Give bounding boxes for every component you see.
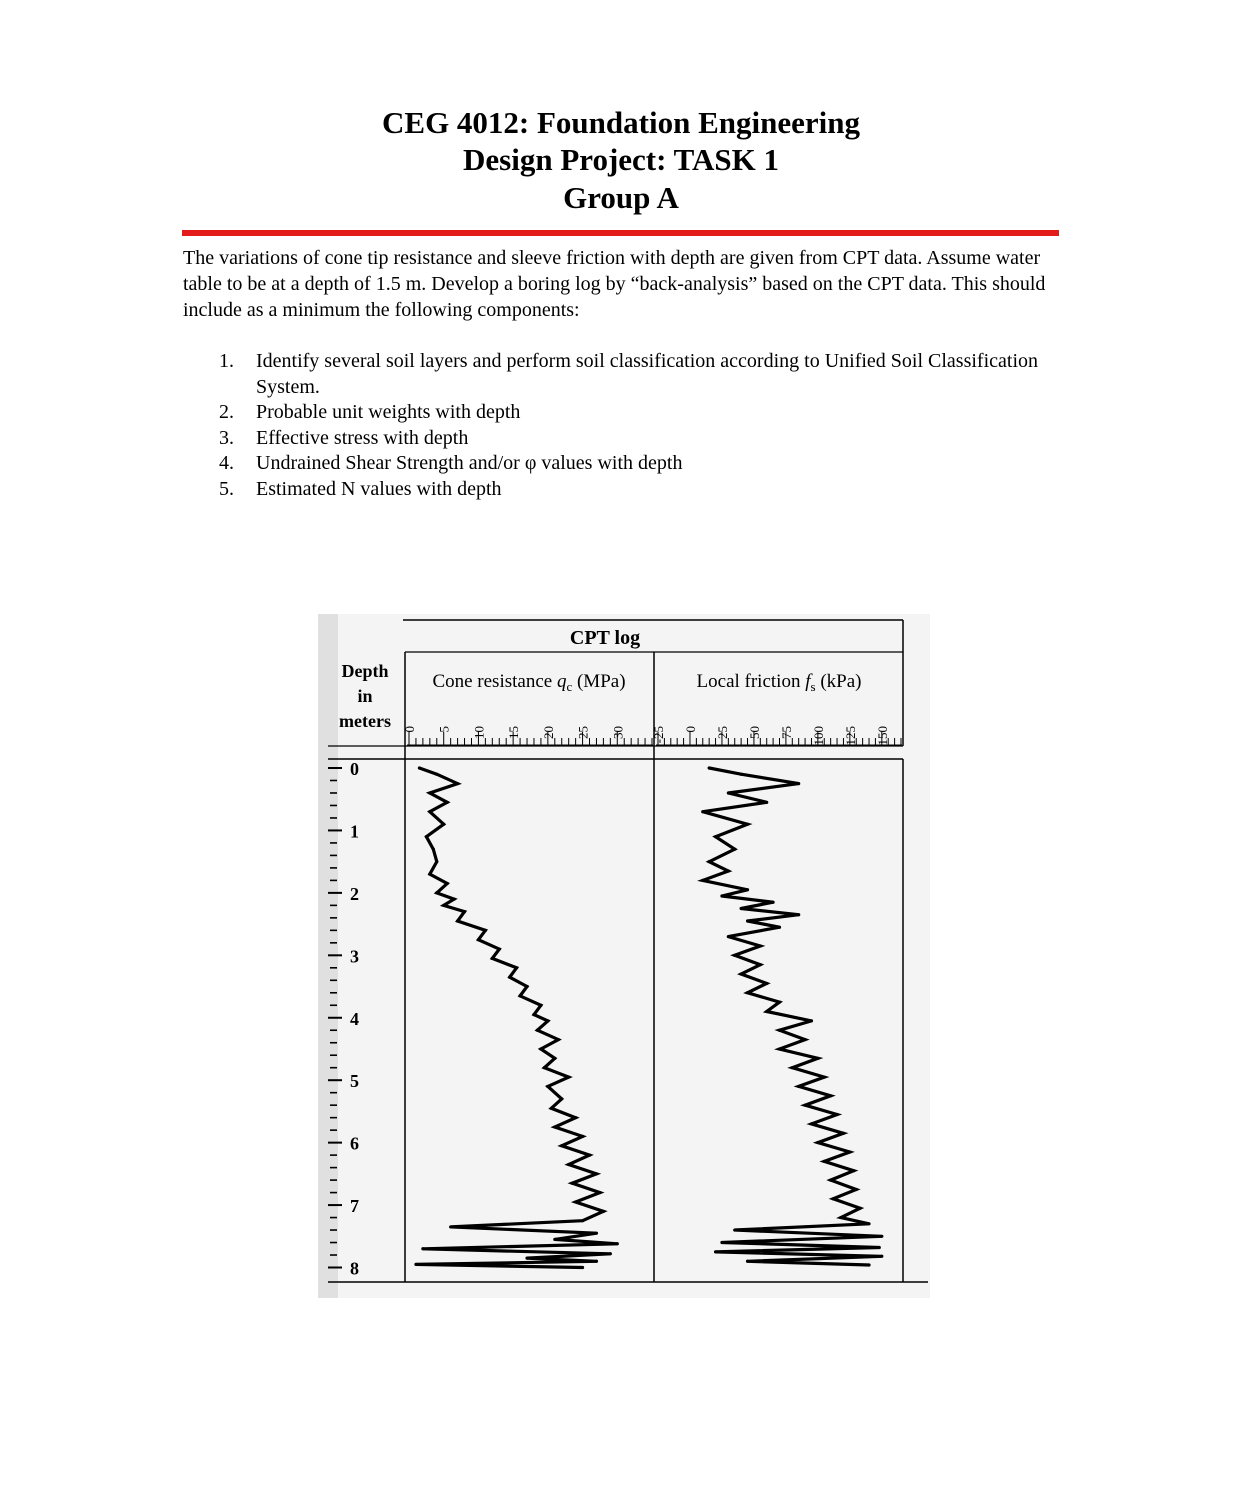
label-prefix: Cone resistance xyxy=(432,671,557,692)
cone-resistance-data-point xyxy=(571,1182,574,1185)
local-friction-data-point xyxy=(740,972,743,975)
cone-resistance-tick-label: 25 xyxy=(575,726,591,739)
cone-resistance-data-point xyxy=(428,873,431,876)
local-friction-data-point xyxy=(746,823,749,826)
local-friction-data-point xyxy=(733,1228,736,1231)
local-friction-data-point xyxy=(823,1075,826,1078)
local-friction-data-point xyxy=(733,848,736,851)
task-text: Estimated N values with depth xyxy=(256,477,502,500)
local-friction-data-point xyxy=(765,982,768,985)
task-item xyxy=(219,349,1039,400)
task-item xyxy=(219,400,1039,426)
local-friction-data-point xyxy=(797,913,800,916)
local-friction-data-point xyxy=(816,1141,819,1144)
local-friction-data-point xyxy=(867,1222,870,1225)
local-friction-data-point xyxy=(714,835,717,838)
cone-resistance-data-point xyxy=(550,1107,553,1110)
cone-resistance-data-point xyxy=(616,1242,619,1245)
cone-resistance-data-point xyxy=(442,904,445,907)
label-sub: s xyxy=(810,679,816,694)
local-friction-data-point xyxy=(848,1150,851,1153)
local-friction-data-point xyxy=(839,1216,842,1219)
local-friction-data-point xyxy=(855,1188,858,1191)
local-friction-tick-label: 100 xyxy=(810,726,826,746)
local-friction-data-point xyxy=(867,1263,870,1266)
cone-resistance-data-point xyxy=(546,1019,549,1022)
cpt-log-chart xyxy=(318,614,930,1298)
local-friction-data-point xyxy=(701,810,704,813)
local-friction-tick-label: 150 xyxy=(874,726,890,746)
task-item xyxy=(219,451,1039,477)
depth-label-line2: in xyxy=(357,686,373,706)
task-item xyxy=(219,426,1039,452)
local-friction-data-point xyxy=(740,773,743,776)
cone-resistance-data-point xyxy=(435,860,438,863)
cone-resistance-tick-label: 10 xyxy=(471,726,487,739)
local-friction-data-point xyxy=(778,1001,781,1004)
local-friction-data-point xyxy=(740,907,743,910)
cone-resistance-data-point xyxy=(609,1252,612,1255)
local-friction-data-point xyxy=(816,1057,819,1060)
cone-resistance-data-point xyxy=(498,947,501,950)
cone-resistance-tick-label: 15 xyxy=(506,726,522,739)
depth-tick-label: 0 xyxy=(350,759,359,779)
local-friction-data-point xyxy=(810,1122,813,1125)
task-list xyxy=(219,349,1039,502)
label-var: f xyxy=(805,671,811,692)
local-friction-data-point xyxy=(778,1047,781,1050)
cone-resistance-data-point xyxy=(598,1191,601,1194)
local-friction-data-point xyxy=(708,860,711,863)
cone-resistance-data-point xyxy=(477,938,480,941)
depth-label-line1: Depth xyxy=(341,661,389,681)
depth-tick-label: 4 xyxy=(350,1008,359,1029)
local-friction-data-point xyxy=(701,879,704,882)
local-friction-data-point xyxy=(778,1029,781,1032)
local-friction-tick-label: 75 xyxy=(778,726,794,739)
cone-resistance-data-point xyxy=(595,1172,598,1175)
cone-resistance-data-point xyxy=(463,910,466,913)
cone-resistance-data-point xyxy=(539,1047,542,1050)
local-friction-tick-label: 25 xyxy=(714,726,730,739)
local-friction-data-point xyxy=(746,1260,749,1263)
cone-resistance-data-point xyxy=(602,1210,605,1213)
cone-resistance-data-point xyxy=(595,1232,598,1235)
local-friction-data-point xyxy=(759,944,762,947)
cone-resistance-data-point xyxy=(553,1057,556,1060)
cone-resistance-data-point xyxy=(425,835,428,838)
label-var: q xyxy=(556,671,567,692)
cone-resistance-data-point xyxy=(456,782,459,785)
cone-resistance-data-point xyxy=(435,891,438,894)
task-text: Probable unit weights with depth xyxy=(256,401,521,423)
label-sub: c xyxy=(566,679,573,694)
task-number: 2. xyxy=(219,401,234,423)
local-friction-data-point xyxy=(765,1010,768,1013)
project-title: Design Project: TASK 1 xyxy=(463,142,779,177)
cone-resistance-data-point xyxy=(581,1135,584,1138)
local-friction-data-point xyxy=(880,1255,883,1258)
cone-resistance-data-point xyxy=(484,929,487,932)
cone-resistance-data-point xyxy=(435,773,438,776)
label-prefix: Local friction xyxy=(696,671,806,692)
depth-tick-label: 5 xyxy=(350,1071,359,1092)
local-friction-data-point xyxy=(727,869,730,872)
depth-label-line3: meters xyxy=(339,711,391,731)
cone-resistance-data-point xyxy=(536,1029,539,1032)
cpt-log-figure xyxy=(318,614,930,1298)
local-friction-data-point xyxy=(727,935,730,938)
local-friction-tick-label: 125 xyxy=(842,726,858,746)
cone-resistance-data-point xyxy=(557,1038,560,1041)
cone-resistance-data-point xyxy=(595,1260,598,1263)
cone-resistance-data-point xyxy=(525,1257,528,1260)
local-friction-data-point xyxy=(791,1066,794,1069)
cone-resistance-data-point xyxy=(456,919,459,922)
cone-resistance-data-point xyxy=(581,1219,584,1222)
cone-resistance-data-point xyxy=(588,1154,591,1157)
local-friction-data-point xyxy=(714,1250,717,1253)
cone-resistance-data-point xyxy=(446,882,449,885)
local-friction-data-point xyxy=(772,901,775,904)
local-friction-data-point xyxy=(733,954,736,957)
label-suffix: (kPa) xyxy=(815,671,862,692)
task-text: Identify several soil layers and perform soil classification according to Unified Soil Classification System. xyxy=(256,350,1039,398)
cone-resistance-data-point xyxy=(546,1085,549,1088)
local-friction-data-point xyxy=(797,1085,800,1088)
cone-resistance-data-point xyxy=(525,985,528,988)
local-friction-data-point xyxy=(835,1113,838,1116)
cone-resistance-data-point xyxy=(560,1144,563,1147)
depth-tick-label: 8 xyxy=(350,1258,359,1279)
local-friction-data-point xyxy=(746,919,749,922)
task-number: 5. xyxy=(219,477,234,500)
local-friction-data-point xyxy=(842,1132,845,1135)
cone-resistance-data-point xyxy=(491,957,494,960)
cone-resistance-data-point xyxy=(446,801,449,804)
local-friction-data-point xyxy=(832,1197,835,1200)
local-friction-data-point xyxy=(878,1246,881,1249)
local-friction-label xyxy=(697,671,862,694)
local-friction-data-point xyxy=(720,1241,723,1244)
task-number: 4. xyxy=(219,452,234,474)
depth-tick-label: 1 xyxy=(350,821,359,842)
red-divider xyxy=(182,230,1059,236)
cone-resistance-data-point xyxy=(543,1066,546,1069)
cone-resistance-data-point xyxy=(518,994,521,997)
local-friction-data-point xyxy=(765,801,768,804)
task-number: 3. xyxy=(219,426,234,449)
cone-resistance-tick-label: 20 xyxy=(540,726,556,739)
local-friction-data-point xyxy=(880,1235,883,1238)
cone-resistance-data-point xyxy=(539,1004,542,1007)
course-title: CEG 4012: Foundation Engineering xyxy=(382,105,860,140)
local-friction-data-point xyxy=(803,1038,806,1041)
local-friction-data-point xyxy=(858,1207,861,1210)
local-friction-data-point xyxy=(708,766,711,769)
local-friction-data-point xyxy=(727,791,730,794)
depth-tick-label: 7 xyxy=(350,1196,359,1217)
local-friction-data-point xyxy=(746,888,749,891)
task-text: Effective stress with depth xyxy=(256,426,469,449)
intro-paragraph: The variations of cone tip resistance and sleeve friction with depth are given from CPT data. Assume water table to be at a depth of 1.5 m. Develop a boring log by “back-analysis” based on the CPT data. This should include as a minimum the following components: xyxy=(183,247,1046,321)
cone-resistance-data-point xyxy=(553,1238,556,1241)
chart-title: CPT log xyxy=(569,627,641,649)
task-item xyxy=(219,477,1039,503)
cone-resistance-data-point xyxy=(442,823,445,826)
cone-resistance-data-point xyxy=(560,1097,563,1100)
local-friction-data-point xyxy=(810,1019,813,1022)
local-friction-data-point xyxy=(720,894,723,897)
local-friction-tick-label: 0 xyxy=(682,726,698,733)
cone-resistance-data-point xyxy=(567,1163,570,1166)
task-text: Undrained Shear Strength and/or φ values with depth xyxy=(256,452,683,474)
cone-resistance-data-point xyxy=(449,1225,452,1228)
local-friction-data-point xyxy=(746,991,749,994)
cone-resistance-data-point xyxy=(428,810,431,813)
cone-resistance-data-point xyxy=(515,966,518,969)
local-friction-tick-label: -25 xyxy=(651,726,666,744)
cone-resistance-data-point xyxy=(414,1263,417,1266)
cone-resistance-data-point xyxy=(553,1125,556,1128)
cone-resistance-data-point xyxy=(432,848,435,851)
cone-resistance-data-point xyxy=(574,1116,577,1119)
local-friction-data-point xyxy=(829,1094,832,1097)
cone-resistance-tick-label: 5 xyxy=(436,726,452,733)
cone-resistance-label xyxy=(432,671,625,694)
cone-resistance-data-point xyxy=(508,976,511,979)
local-friction-data-point xyxy=(803,1104,806,1107)
cone-resistance-data-point xyxy=(418,766,421,769)
cone-resistance-data-point xyxy=(532,1013,535,1016)
depth-tick-label: 6 xyxy=(350,1133,359,1154)
group-title: Group A xyxy=(563,180,679,215)
local-friction-data-point xyxy=(823,1160,826,1163)
local-friction-data-point xyxy=(797,782,800,785)
local-friction-data-point xyxy=(759,963,762,966)
local-friction-data-point xyxy=(778,926,781,929)
depth-tick-label: 3 xyxy=(350,946,359,967)
local-friction-tick-label: 50 xyxy=(746,726,762,739)
local-friction-data-point xyxy=(852,1169,855,1172)
cone-resistance-tick-label: 30 xyxy=(610,726,626,739)
task-number: 1. xyxy=(219,350,234,372)
cone-resistance-data-point xyxy=(421,1247,424,1250)
cone-resistance-tick-label: 0 xyxy=(402,726,417,733)
cone-resistance-data-point xyxy=(574,1200,577,1203)
cone-resistance-data-point xyxy=(428,791,431,794)
cone-resistance-data-point xyxy=(581,1266,584,1269)
cone-resistance-data-point xyxy=(567,1075,570,1078)
local-friction-data-point xyxy=(829,1178,832,1181)
label-suffix: (MPa) xyxy=(572,671,626,692)
cone-resistance-data-point xyxy=(453,898,456,901)
depth-tick-label: 2 xyxy=(350,883,359,904)
